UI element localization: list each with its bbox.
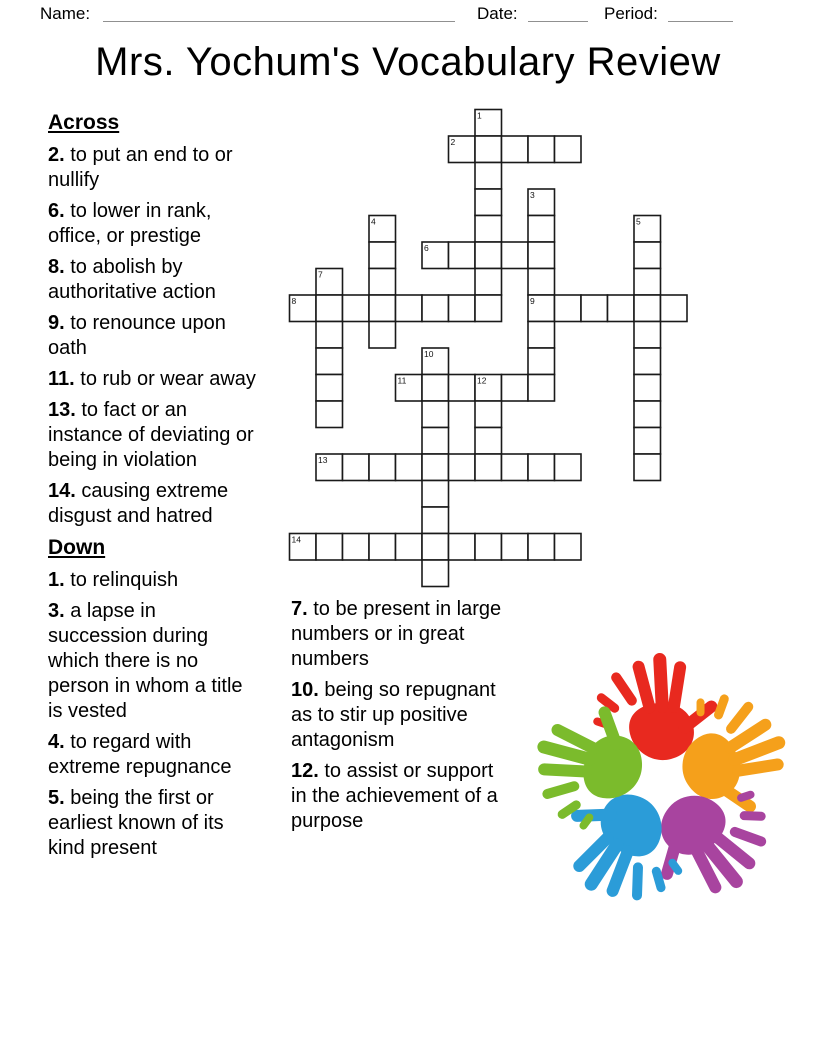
grid-number-1: 1 [477, 110, 482, 121]
grid-cell-c2r13[interactable] [343, 454, 370, 481]
grid-cell-c4r7[interactable] [396, 295, 423, 322]
grid-cell-c3r6[interactable] [369, 269, 396, 296]
grid-cell-c2r7[interactable] [343, 295, 370, 322]
period-blank-line[interactable] [668, 21, 733, 22]
date-label: Date: [477, 4, 518, 23]
clue-text: to lower in rank, office, or prestige [48, 200, 212, 247]
name-blank-line[interactable] [103, 21, 455, 22]
grid-cell-c9r13[interactable] [528, 454, 555, 481]
grid-cell-c9r8[interactable] [528, 322, 555, 349]
grid-number-7: 7 [318, 269, 323, 280]
grid-cell-c8r1[interactable] [502, 136, 529, 163]
grid-cell-c7r3[interactable] [475, 189, 502, 216]
grid-number-8: 8 [291, 296, 297, 306]
grid-cell-c9r4[interactable] [528, 216, 555, 243]
clue-text: to relinquish [64, 569, 179, 591]
grid-cell-c11r7[interactable] [581, 295, 608, 322]
grid-cell-c2r16[interactable] [343, 534, 370, 561]
clue-down-12 [291, 759, 503, 834]
grid-cell-c13r10[interactable] [634, 375, 661, 402]
grid-cell-c1r11[interactable] [316, 401, 343, 428]
clue-down-10 [291, 678, 503, 753]
grid-cell-c5r11[interactable] [422, 401, 449, 428]
grid-number-14: 14 [291, 534, 301, 545]
grid-cell-c5r17[interactable] [422, 560, 449, 587]
grid-cell-c5r15[interactable] [422, 507, 449, 534]
grid-cell-c4r13[interactable] [396, 454, 423, 481]
grid-cell-c5r14[interactable] [422, 481, 449, 508]
clue-across-2 [48, 143, 260, 193]
grid-cell-c7r2[interactable] [475, 163, 502, 190]
name-label: Name: [40, 4, 91, 23]
purple-hand-finger [740, 811, 766, 821]
blue-hand-finger [632, 862, 643, 900]
grid-cell-c7r7[interactable] [475, 295, 502, 322]
clue-number: 12. [291, 760, 319, 782]
grid-number-13: 13 [318, 455, 328, 465]
grid-cell-c3r8[interactable] [369, 322, 396, 349]
grid-cell-c9r6[interactable] [528, 269, 555, 296]
clue-down-3 [48, 599, 260, 724]
across-clue-list [48, 143, 260, 529]
grid-number-5: 5 [636, 216, 641, 227]
clue-number: 10. [291, 679, 319, 701]
grid-cell-c13r9[interactable] [634, 348, 661, 375]
clue-across-11 [48, 367, 260, 392]
grid-cell-c6r7[interactable] [449, 295, 476, 322]
clue-text: to assist or support in the achievement of a purpose [291, 760, 498, 832]
grid-cell-c5r13[interactable] [422, 454, 449, 481]
blue-hand-finger [571, 808, 617, 822]
clue-down-4 [48, 730, 260, 780]
clue-across-14 [48, 479, 260, 529]
grid-cell-c13r12[interactable] [634, 428, 661, 455]
orange-hand-finger [697, 698, 705, 716]
grid-cell-c7r4[interactable] [475, 216, 502, 243]
grid-cell-c7r6[interactable] [475, 269, 502, 296]
clue-down-5 [48, 786, 260, 861]
grid-cell-c10r1[interactable] [555, 136, 582, 163]
grid-number-2: 2 [450, 137, 456, 147]
clue-text: being the first or earliest known of its kind present [48, 787, 224, 859]
grid-cell-c6r13[interactable] [449, 454, 476, 481]
grid-number-4: 4 [371, 216, 376, 227]
grid-cell-c4r16[interactable] [396, 534, 423, 561]
grid-cell-c3r13[interactable] [369, 454, 396, 481]
grid-cell-c7r5[interactable] [475, 242, 502, 269]
grid-cell-c8r16[interactable] [502, 534, 529, 561]
grid-cell-c7r13[interactable] [475, 454, 502, 481]
grid-cell-c3r7[interactable] [369, 295, 396, 322]
grid-cell-c6r10[interactable] [449, 375, 476, 402]
date-blank-line[interactable] [528, 21, 588, 22]
clue-number: 1. [48, 569, 65, 591]
grid-cell-c13r7[interactable] [634, 295, 661, 322]
clue-text: being so repugnant as to stir up positive antagonism [291, 679, 496, 751]
green-hand-finger [541, 780, 580, 800]
grid-cell-c5r7[interactable] [422, 295, 449, 322]
period-label: Period: [604, 4, 658, 23]
down-clue-list-middle [291, 597, 503, 834]
grid-cell-c5r16[interactable] [422, 534, 449, 561]
grid-cell-c1r16[interactable] [316, 534, 343, 561]
grid-cell-c9r16[interactable] [528, 534, 555, 561]
grid-cell-c13r6[interactable] [634, 269, 661, 296]
grid-cell-c9r10[interactable] [528, 375, 555, 402]
across-heading: Across [48, 111, 120, 134]
clue-text: to renounce upon oath [48, 312, 226, 359]
clue-across-13 [48, 398, 260, 473]
crossword-grid [288, 108, 689, 588]
clue-number: 6. [48, 200, 65, 222]
grid-cell-c7r11[interactable] [475, 401, 502, 428]
clue-number: 4. [48, 731, 65, 753]
grid-number-3: 3 [530, 190, 535, 200]
clue-down-7 [291, 597, 503, 672]
clue-across-8 [48, 255, 260, 305]
grid-cell-c13r13[interactable] [634, 454, 661, 481]
grid-cell-c10r13[interactable] [555, 454, 582, 481]
grid-number-9: 9 [530, 296, 535, 306]
page-title: Mrs. Yochum's Vocabulary Review [95, 40, 721, 84]
grid-cell-c5r10[interactable] [422, 375, 449, 402]
grid-cell-c5r12[interactable] [422, 428, 449, 455]
grid-cell-c3r16[interactable] [369, 534, 396, 561]
clue-number: 3. [48, 600, 65, 622]
grid-cell-c13r8[interactable] [634, 322, 661, 349]
grid-cell-c7r1[interactable] [475, 136, 502, 163]
grid-cell-c1r7[interactable] [316, 295, 343, 322]
middle-clue-column [291, 597, 503, 840]
grid-number-6: 6 [424, 243, 429, 253]
left-clue-column [48, 110, 260, 867]
grid-cell-c6r5[interactable] [449, 242, 476, 269]
clue-text: to regard with extreme repugnance [48, 731, 232, 778]
clue-number: 13. [48, 399, 76, 421]
clue-text: to abolish by authoritative action [48, 256, 216, 303]
grid-number-11: 11 [397, 375, 407, 386]
clue-number: 2. [48, 144, 65, 166]
clue-number: 14. [48, 480, 76, 502]
clue-across-6 [48, 199, 260, 249]
grid-cell-c1r9[interactable] [316, 348, 343, 375]
red-hand-finger [667, 660, 687, 713]
clue-text: to fact or an instance of deviating or being in violation [48, 399, 254, 471]
grid-cell-c6r16[interactable] [449, 534, 476, 561]
clue-text: causing extreme disgust and hatred [48, 480, 229, 527]
down-heading: Down [48, 536, 106, 559]
clue-text: to rub or wear away [74, 368, 256, 390]
grid-cell-c9r9[interactable] [528, 348, 555, 375]
grid-number-10: 10 [424, 349, 434, 359]
down-clue-list-left [48, 568, 260, 861]
clue-number: 11. [48, 368, 75, 390]
grid-cell-c9r1[interactable] [528, 136, 555, 163]
grid-cell-c8r5[interactable] [502, 242, 529, 269]
grid-cell-c13r11[interactable] [634, 401, 661, 428]
grid-cell-c10r7[interactable] [555, 295, 582, 322]
red-hand-finger [631, 659, 657, 714]
grid-cell-c8r10[interactable] [502, 375, 529, 402]
grid-number-12: 12 [477, 375, 487, 386]
grid-cell-c12r7[interactable] [608, 295, 635, 322]
grid-cell-c1r10[interactable] [316, 375, 343, 402]
grid-cell-c13r5[interactable] [634, 242, 661, 269]
grid-cell-c10r16[interactable] [555, 534, 582, 561]
grid-cell-c1r8[interactable] [316, 322, 343, 349]
grid-cell-c3r5[interactable] [369, 242, 396, 269]
clue-across-9 [48, 311, 260, 361]
clue-number: 8. [48, 256, 65, 278]
clue-down-1 [48, 568, 260, 593]
grid-cell-c8r13[interactable] [502, 454, 529, 481]
grid-cell-c7r12[interactable] [475, 428, 502, 455]
clue-text: to be present in large numbers or in great numbers [291, 598, 502, 670]
clue-number: 5. [48, 787, 65, 809]
handprint-graphic [505, 638, 815, 923]
clue-text: a lapse in succession during which there is no person in whom a title is vested [48, 600, 243, 722]
grid-cell-c7r16[interactable] [475, 534, 502, 561]
grid-cell-c14r7[interactable] [661, 295, 688, 322]
clue-text: to put an end to or nullify [48, 144, 233, 191]
grid-cell-c9r5[interactable] [528, 242, 555, 269]
clue-number: 7. [291, 598, 308, 620]
clue-number: 9. [48, 312, 65, 334]
